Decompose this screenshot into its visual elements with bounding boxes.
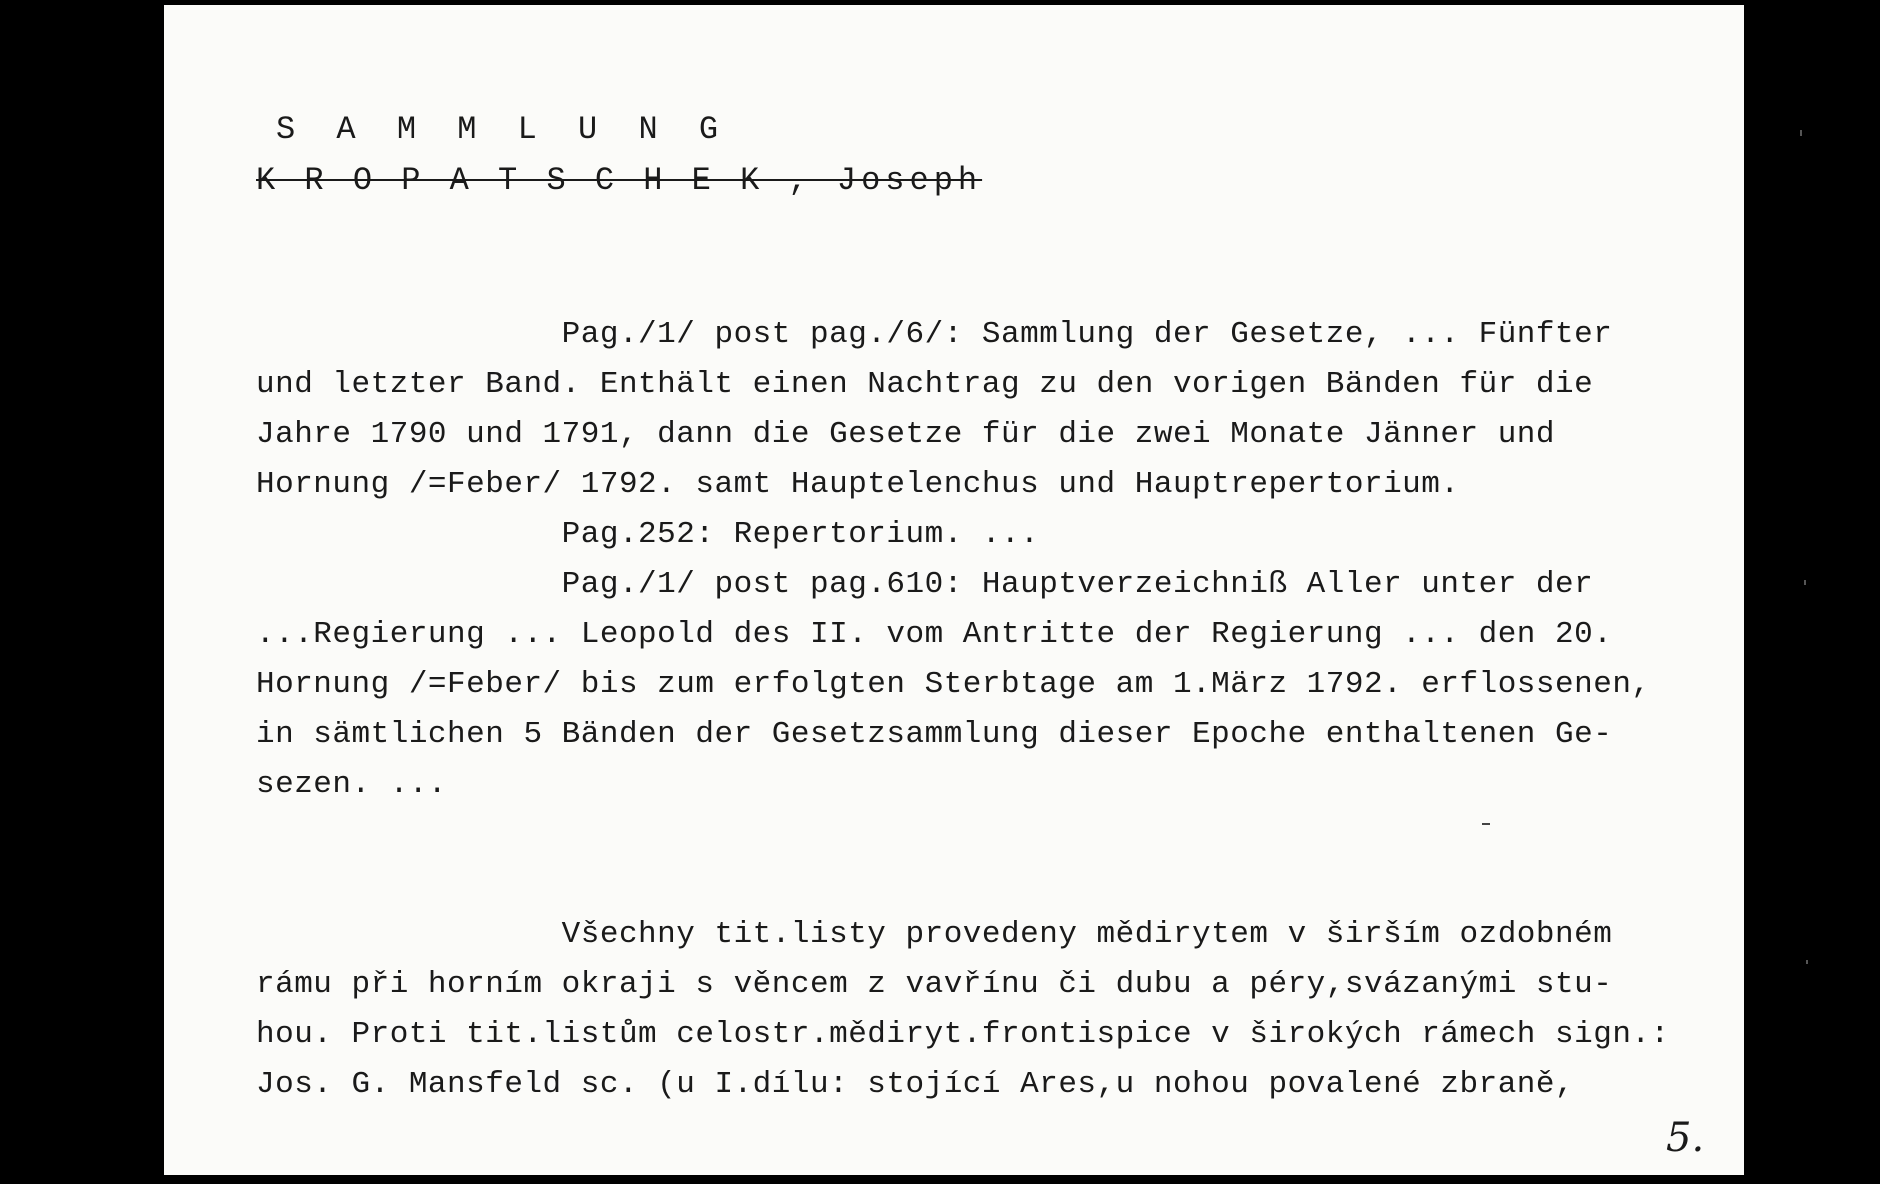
scan-speck (1800, 130, 1802, 136)
text-line: in sämtlichen 5 Bänden der Gesetzsammlung dieser Epoche enthaltenen Ge- (256, 717, 1613, 752)
text-line: Pag./1/ post pag./6/: Sammlung der Gesetze, ... Fünfter (256, 317, 1613, 352)
scan-speck (1482, 823, 1490, 825)
text-line: Pag./1/ post pag.610: Hauptverzeichniß Aller unter der (256, 567, 1594, 602)
catalog-card (164, 5, 1744, 1175)
scan-speck (1806, 960, 1808, 964)
text-line: sezen. ... (256, 767, 448, 802)
text-line: hou. Proti tit.listům celostr.mědiryt.frontispice v širokých rámech sign.: (256, 1017, 1670, 1052)
text-line: Hornung /=Feber/ 1792. samt Hauptelenchus und Hauptrepertorium. (256, 467, 1460, 502)
struck-author-name: K R O P A T S C H E K , Joseph (256, 162, 983, 199)
text-line: Všechny tit.listy provedeny mědirytem v širším ozdobném (256, 917, 1613, 952)
handwritten-page-number: 5. (1666, 1115, 1705, 1161)
text-line: ...Regierung ... Leopold des II. vom Antritte der Regierung ... den 20. (256, 617, 1613, 652)
text-line: Pag.252: Repertorium. ... (256, 517, 1040, 552)
scan-speck (1804, 580, 1806, 585)
text-line: Hornung /=Feber/ bis zum erfolgten Sterbtage am 1.März 1792. erflossenen, (256, 667, 1651, 702)
text-line: Jahre 1790 und 1791, dann die Gesetze für die zwei Monate Jänner und (256, 417, 1556, 452)
text-line: und letzter Band. Enthält einen Nachtrag zu den vorigen Bänden für die (256, 367, 1594, 402)
card-heading: S A M M L U N G (276, 111, 730, 148)
text-line: Jos. G. Mansfeld sc. (u I.dílu: stojící Ares,u nohou povalené zbraně, (256, 1067, 1575, 1102)
text-line: rámu při horním okraji s věncem z vavřínu či dubu a péry,svázanými stu- (256, 967, 1613, 1002)
